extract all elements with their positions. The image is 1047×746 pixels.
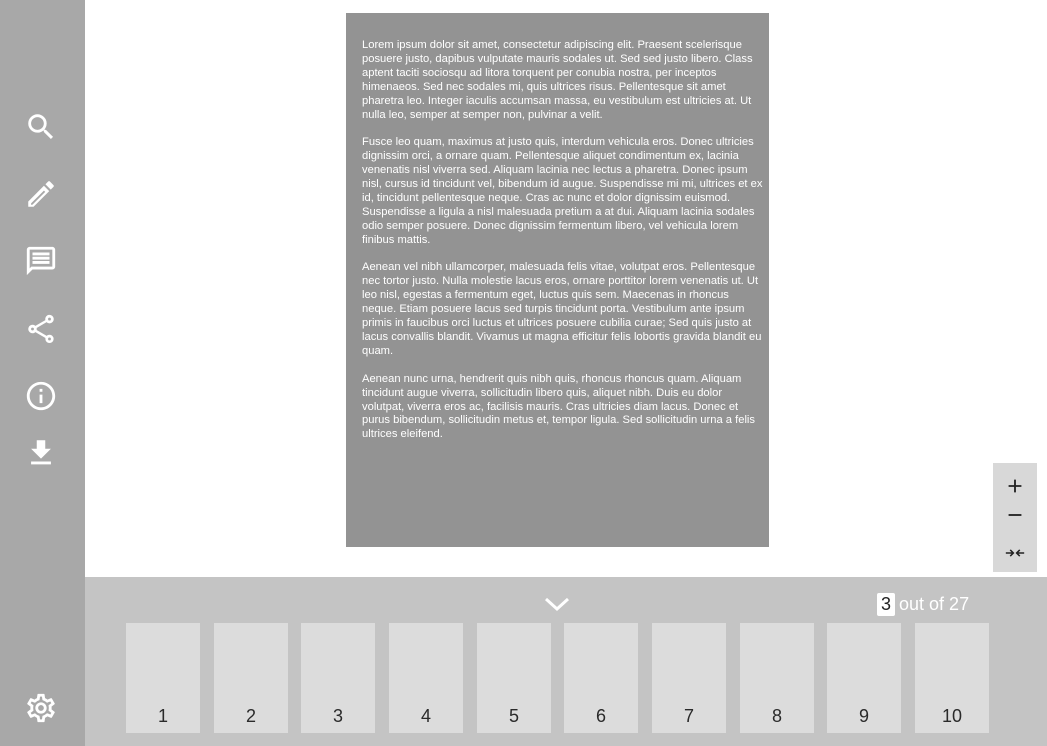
minus-icon	[1004, 504, 1026, 526]
thumbnail-number: 3	[332, 706, 343, 726]
gear-icon	[24, 691, 58, 725]
page-thumbnail[interactable]	[740, 623, 814, 733]
paragraph: Aenean vel nibh ullamcorper, malesuada felis vitae, volutpat eros. Pellentesque nec tortor justo. Nulla molestie lacus eros, ornare porttitor lorem venenatis ut. Ut leo nisl, egestas a fermentum eget, luctus quis sem. Maecenas in rhoncus neque. Etiam posuere lacus sed turpis tincidunt porta. Vestibulum ante ipsum primis in faucibus orci luctus et ultrices posuere cubilia curae; Sed quis justo at lacus convallis blandit. Vivamus ut magna efficitur felis lobortis gravida blandit eu quam.	[362, 261, 762, 357]
left-toolbar	[0, 0, 85, 746]
thumbnail-number: 9	[858, 706, 869, 726]
settings-button[interactable]	[21, 688, 61, 728]
thumbnail-number: 2	[245, 706, 256, 726]
search-button[interactable]	[21, 107, 61, 147]
download-button[interactable]	[21, 433, 61, 473]
document-page	[346, 13, 769, 547]
share-button[interactable]	[21, 309, 61, 349]
page-thumbnail[interactable]	[827, 623, 901, 733]
current-page-input[interactable]: 3	[877, 593, 895, 616]
page-thumbnail[interactable]	[564, 623, 638, 733]
total-pages-label: out of 27	[899, 593, 970, 614]
search-icon	[24, 110, 58, 144]
info-icon	[24, 379, 58, 413]
zoom-out-button[interactable]	[999, 501, 1031, 529]
paragraph: Lorem ipsum dolor sit amet, consectetur adipiscing elit. Praesent scelerisque posuere justo, dapibus vulputate mauris sodales ut. Sed sed justo libero. Class aptent taciti sociosqu ad litora torquent per conubia nostra, per inceptos himenaeos. Sed nec sodales mi, quis ultrices risus. Pellentesque sit amet pharetra leo. Integer iaculis accumsan massa, eu vestibulum est ultricies at. Ut nulla leo, semper at semper non, pulvinar a velit.	[362, 39, 753, 121]
thumbnail-panel	[85, 577, 1047, 746]
thumbnail-number: 7	[683, 706, 694, 726]
info-button[interactable]	[21, 376, 61, 416]
thumbnail-number: 6	[595, 706, 606, 726]
fit-page-button[interactable]	[999, 539, 1031, 567]
pencil-icon	[24, 177, 58, 211]
zoom-controls	[993, 463, 1037, 572]
page-thumbnail[interactable]	[915, 623, 989, 733]
collapse-thumbnails-button[interactable]	[540, 591, 574, 617]
thumbnail-number: 8	[771, 706, 782, 726]
share-icon	[24, 312, 58, 346]
edit-button[interactable]	[21, 174, 61, 214]
page-indicator	[877, 592, 969, 616]
page-thumbnail[interactable]	[301, 623, 375, 733]
thumbnail-number: 5	[508, 706, 519, 726]
chevron-down-icon	[542, 594, 572, 614]
paragraph: Aenean nunc urna, hendrerit quis nibh quis, rhoncus rhoncus quam. Aliquam tincidunt augue viverra, sollicitudin libero quis, aliquet nibh. Duis eu dolor volutpat, viverra eros ac, facilisis mauris. Cras ultricies diam lacus. Donec et purus bibendum, sollicitudin metus et, tempor ligula. Sed sollicitudin urna a felis ultrices eleifend.	[362, 372, 756, 441]
page-thumbnail[interactable]	[477, 623, 551, 733]
thumbnail-number: 4	[420, 706, 431, 726]
plus-icon	[1004, 475, 1026, 497]
page-thumbnail[interactable]	[389, 623, 463, 733]
thumbnail-number: 1	[157, 706, 168, 726]
page-thumbnail[interactable]	[126, 623, 200, 733]
collapse-arrows-icon	[1004, 542, 1026, 564]
paragraph: Fusce leo quam, maximus at justo quis, interdum vehicula eros. Donec ultricies dignissim orci, a ornare quam. Pellentesque aliquet condimentum ex, lacinia venenatis nisl viverra sed. Aliquam lacinia nec lectus a pharetra. Donec ipsum nisl, cursus id tincidunt vel, bibendum id augue. Suspendisse mi mi, ultrices et ex id, tincidunt pellentesque neque. Cras ac nunc et dolor dignissim euismod. Suspendisse a ligula a nisl malesuada pretium a at dui. Aliquam lacinia sodales odio semper posuere. Donec dignissim fermentum libero, vel vehicula lorem finibus mattis.	[362, 136, 763, 246]
thumbnail-number: 10	[941, 706, 963, 726]
comment-button[interactable]	[21, 241, 61, 281]
download-icon	[24, 436, 58, 470]
page-thumbnail[interactable]	[652, 623, 726, 733]
page-thumbnail[interactable]	[214, 623, 288, 733]
zoom-in-button[interactable]	[999, 472, 1031, 500]
comment-icon	[24, 244, 58, 278]
